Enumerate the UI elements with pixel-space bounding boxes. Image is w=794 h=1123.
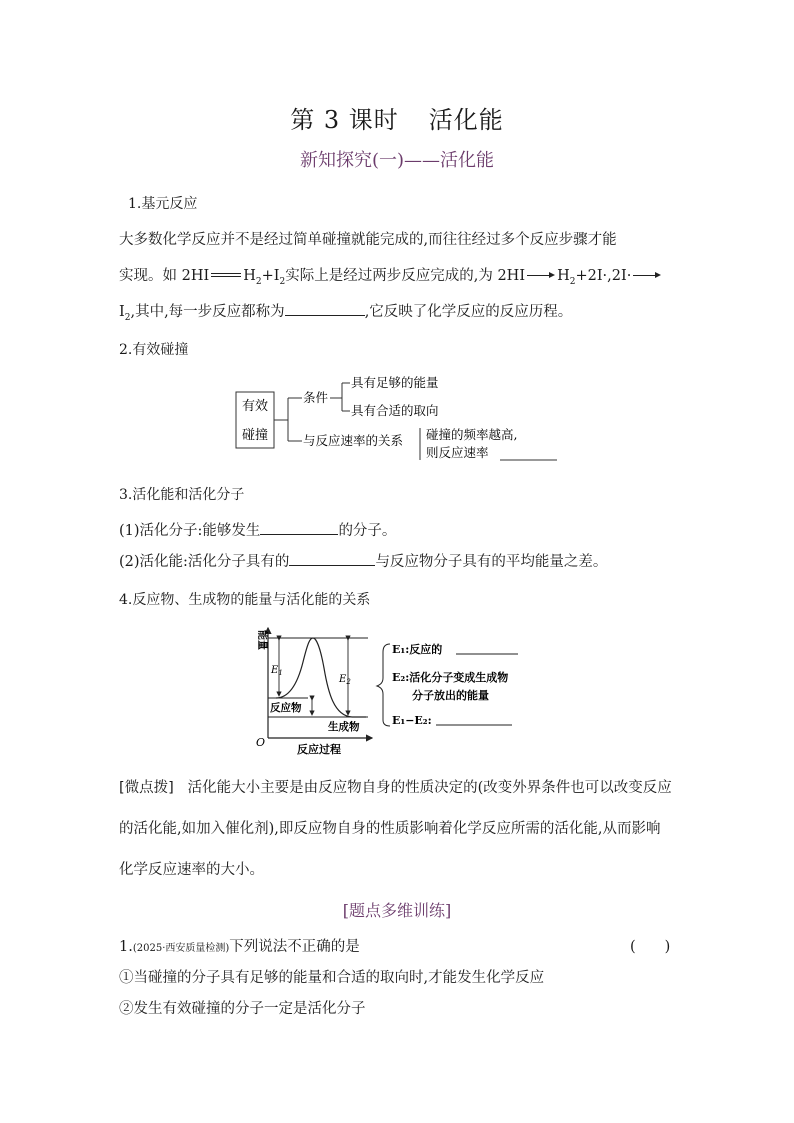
- page-title: [0, 100, 794, 135]
- note-line1: [119, 776, 672, 797]
- s1-line2-b-sub: 2: [255, 276, 262, 287]
- x-axis-label: 反应过程: [297, 743, 341, 756]
- s1-line2-a: 实现。如 2HI: [119, 268, 210, 284]
- equal-sign-icon: [211, 273, 241, 279]
- s3-item1: [119, 519, 396, 540]
- condition-energy: 具有足够的能量: [351, 375, 439, 390]
- s1-line2: [119, 264, 663, 287]
- reactant-label: 反应物: [270, 702, 302, 714]
- energy-diagram: [250, 620, 550, 760]
- s3-item2-a: (2)活化能:活化分子具有的: [119, 554, 290, 570]
- s1-heading: 1.基元反应: [128, 196, 198, 212]
- condition-label: 条件: [303, 390, 329, 405]
- box-line2: 碰撞: [241, 428, 269, 443]
- s1-line3-a-sub: 2: [124, 312, 131, 323]
- box-line1: 有效: [241, 399, 269, 414]
- note-line3: 化学反应速率的大小。: [119, 862, 264, 878]
- answer-blank: [289, 553, 375, 566]
- s1-line3: [119, 300, 572, 323]
- condition-orientation: 具有合适的取向: [351, 403, 439, 418]
- reaction-arrow-icon: [527, 271, 555, 281]
- effective-collision-diagram: [230, 368, 570, 468]
- legend-e2-line2: 分子放出的能量: [412, 689, 489, 702]
- answer-blank: [285, 303, 365, 316]
- question-1: [119, 935, 360, 956]
- product-label: 生成物: [328, 721, 360, 733]
- relation-label: 与反应速率的关系: [303, 433, 404, 448]
- s1-line2-e-sub: 2: [569, 276, 576, 287]
- legend-e1: E₁:反应的: [392, 643, 443, 656]
- e1-label: $E_1$: [271, 665, 283, 677]
- legend-brace: [377, 644, 390, 726]
- relation-line1: 碰撞的频率越高,: [426, 427, 518, 442]
- note-label: [微点拨]: [119, 780, 174, 796]
- s3-item1-b: 的分子。: [338, 523, 397, 539]
- s3-item2-b: 与反应物分子具有的平均能量之差。: [375, 554, 608, 570]
- s1-line2-d: 实际上是经过两步反应完成的,为 2HI: [285, 268, 526, 284]
- legend-diff: E₁−E₂:: [392, 714, 432, 727]
- relation-line2: 则反应速率: [426, 445, 489, 460]
- answer-blank: [260, 522, 338, 535]
- question-text: 下列说法不正确的是: [229, 939, 360, 955]
- s1-line2-c-sub: 2: [279, 276, 286, 287]
- legend-e2-line1: E₂:活化分子变成生成物: [392, 671, 509, 684]
- s1-line2-b: H: [243, 268, 256, 284]
- s1-line1: 大多数化学反应并不是经过简单碰撞就能完成的,而往往经过多个反应步骤才能: [119, 232, 617, 248]
- s2-heading: 2.有效碰撞: [119, 342, 189, 358]
- s4-heading: 4.反应物、生成物的能量与活化能的关系: [119, 592, 371, 608]
- s3-item1-a: (1)活化分子:能够发生: [119, 523, 261, 539]
- s1-line3-c: ,它反映了化学反应的反应历程。: [364, 304, 573, 320]
- s1-line2-c: +I: [261, 268, 280, 284]
- answer-bracket: ( ): [630, 939, 671, 955]
- title-topic: 活化能: [428, 106, 504, 134]
- note-text1: 活化能大小主要是由反应物自身的性质决定的(改变外界条件也可以改变反应: [187, 780, 672, 796]
- title-lesson: 第 3 课时: [290, 106, 399, 134]
- s1-line3-a: I: [119, 304, 125, 320]
- option-2: ②发生有效碰撞的分子一定是活化分子: [119, 1001, 366, 1017]
- s3-heading: 3.活化能和活化分子: [119, 487, 245, 503]
- question-source: (2025·西安质量检测): [132, 943, 230, 954]
- reaction-arrow-icon: [633, 271, 661, 281]
- note-line2: 的活化能,如加入催化剂),即反应物自身的性质影响着化学反应所需的活化能,从而影响: [119, 821, 661, 837]
- s1-line3-b: ,其中,每一步反应都称为: [130, 304, 285, 320]
- origin-label: O: [256, 736, 266, 749]
- e2-label: $E_2$: [339, 674, 351, 686]
- page-subtitle: 新知探究(一)——活化能: [299, 150, 495, 171]
- exercise-section-title: [题点多维训练]: [342, 901, 452, 920]
- y-axis-label: 能量: [256, 630, 267, 650]
- option-1: ①当碰撞的分子具有足够的能量和合适的取向时,才能发生化学反应: [119, 970, 545, 986]
- s3-item2: [119, 550, 607, 571]
- s1-line2-e: H: [557, 268, 570, 284]
- question-number: 1.: [119, 939, 133, 955]
- s1-line2-f: +2I·,2I·: [575, 268, 632, 284]
